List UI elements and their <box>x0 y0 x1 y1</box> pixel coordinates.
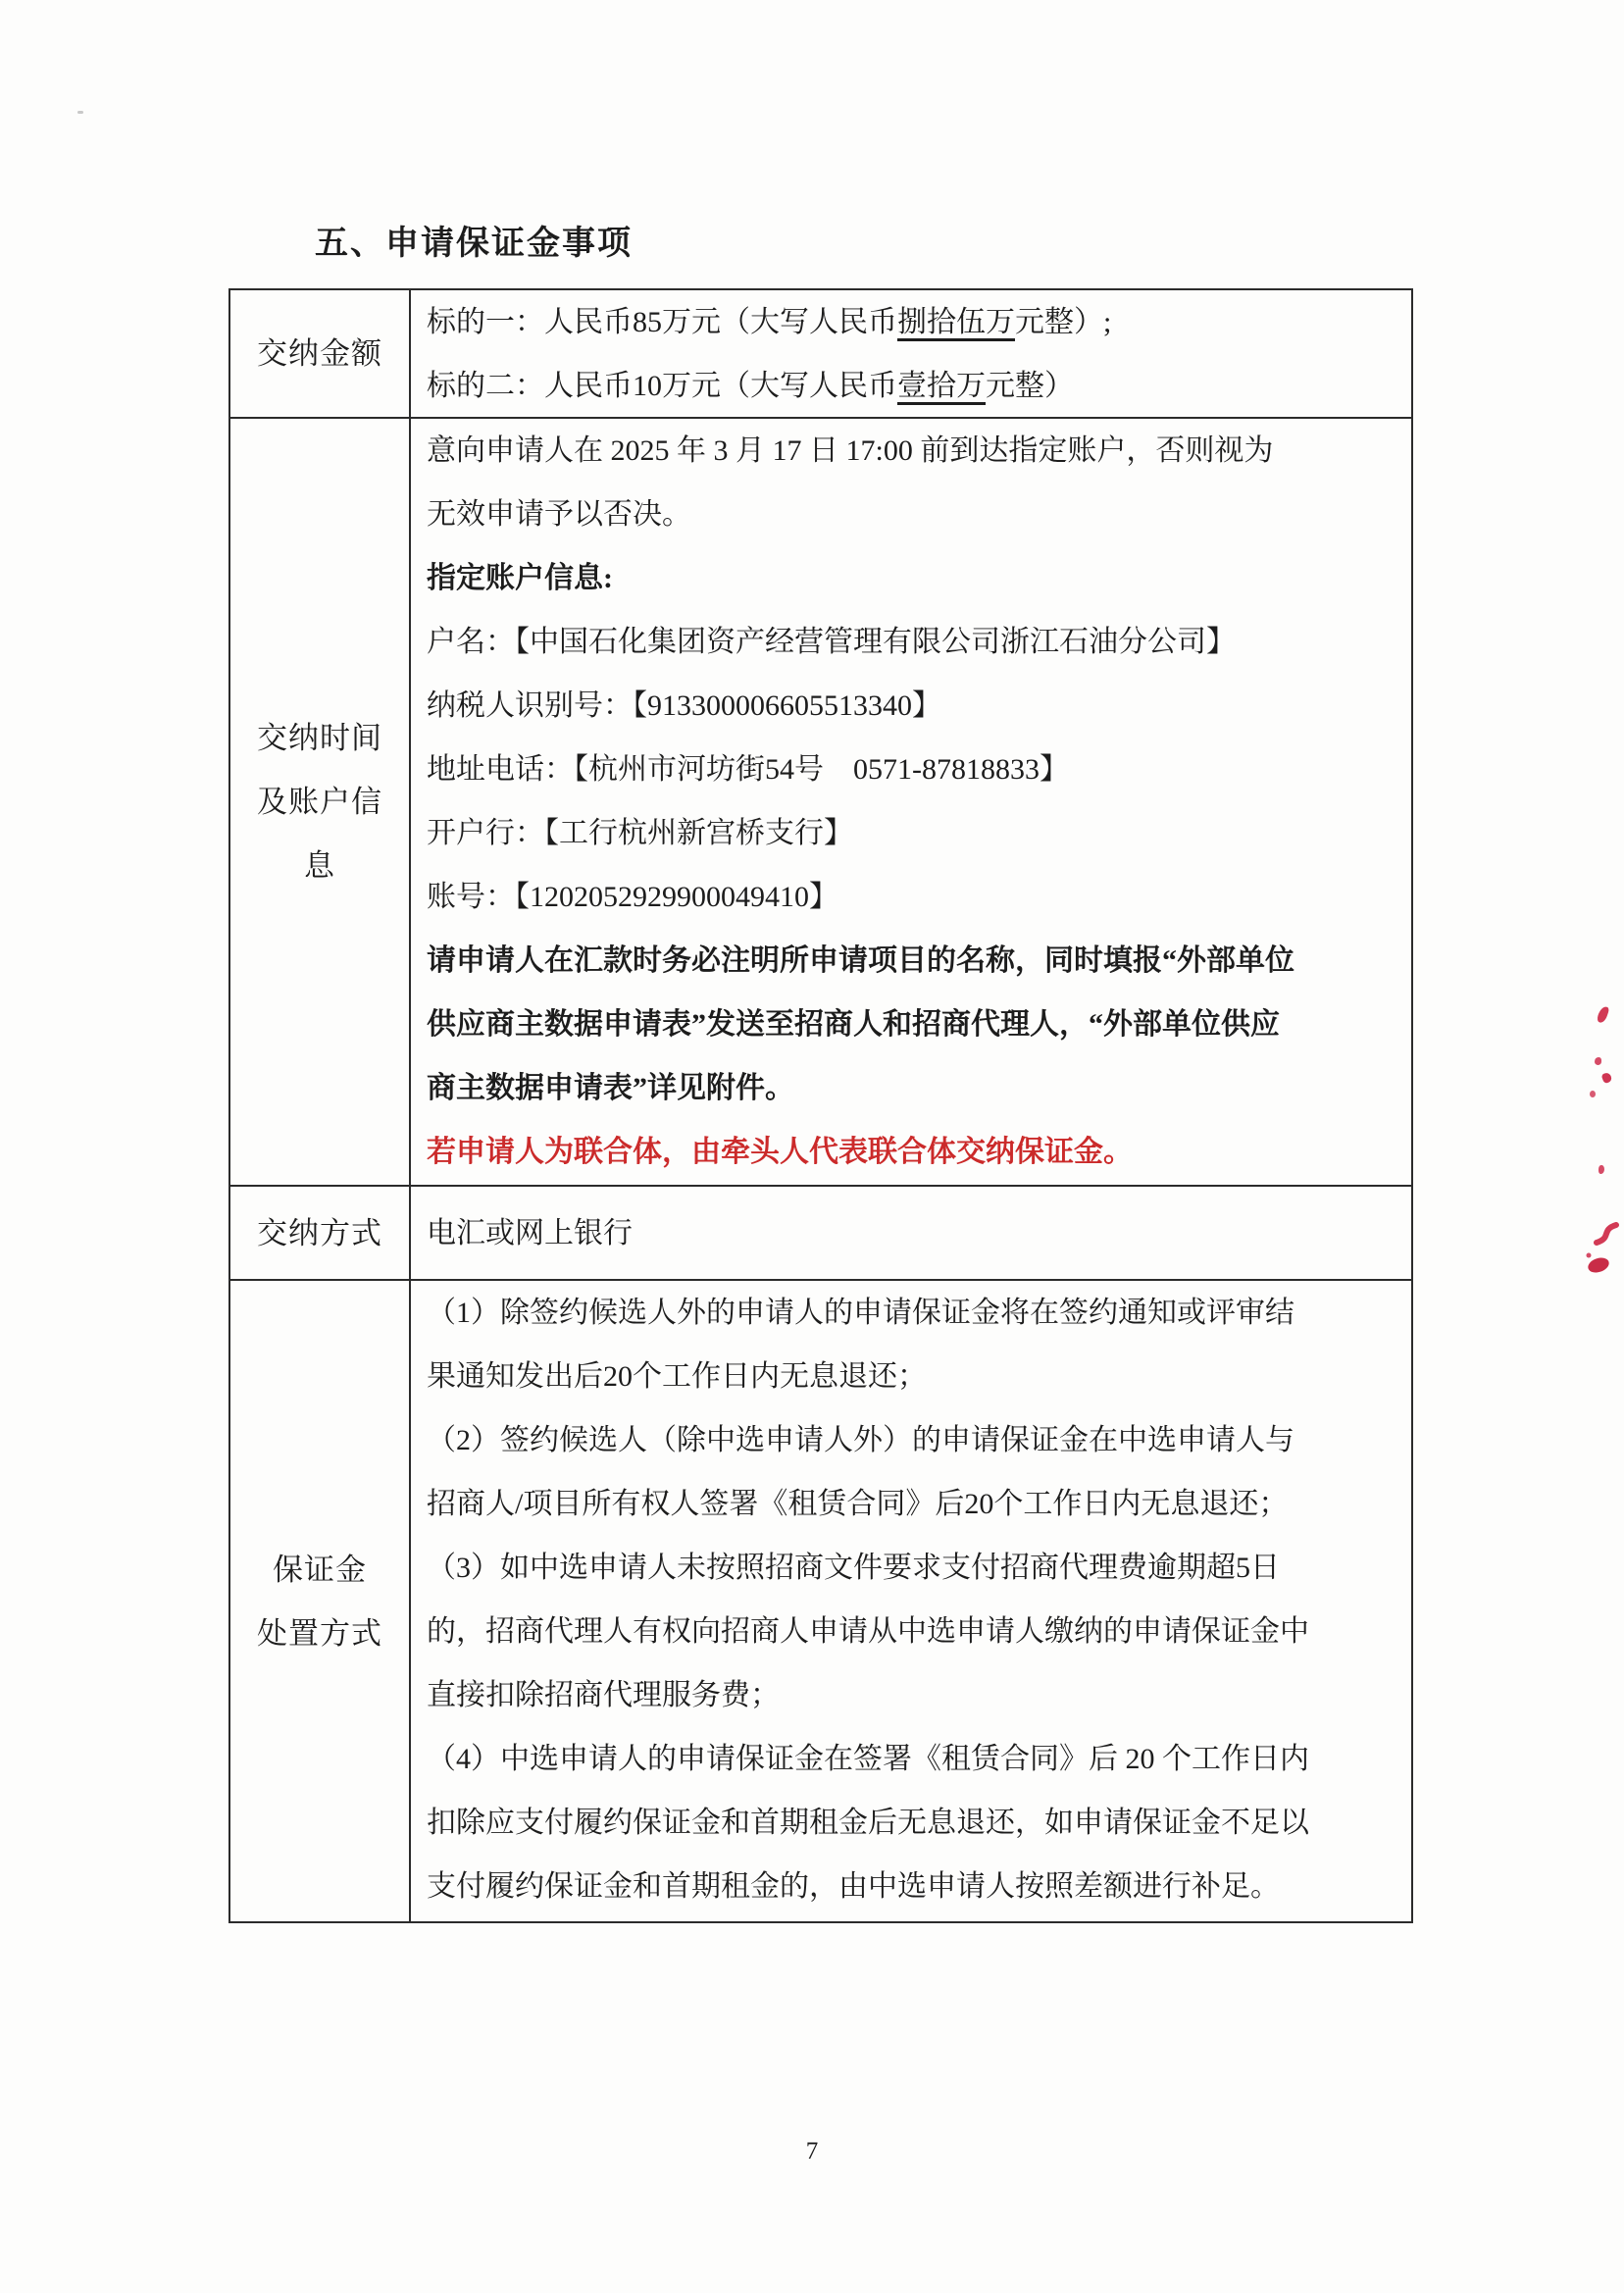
disposal-clause-line-1: （1）除签约候选人外的申请人的申请保证金将在签约通知或评审结 <box>427 1297 1294 1329</box>
row-header-label: 交纳方式 <box>257 1215 382 1250</box>
section-title: 五、申请保证金事项 <box>315 226 633 262</box>
deadline-line-1: 意向申请人在 2025 年 3 月 17 日 17:00 前到达指定账户，否则视为 <box>427 434 1274 467</box>
time-account-cell <box>411 419 1411 1185</box>
row-header-label-line: 交纳时间 <box>257 721 382 755</box>
table-row-disposal <box>230 1279 1411 1921</box>
method-cell <box>411 1187 1411 1279</box>
row-header-disposal <box>230 1281 411 1921</box>
amount-line-1: 标的一：人民币85万元（大写人民币捌拾伍万元整）; <box>427 306 1112 338</box>
red-seal-fragment <box>1597 1005 1610 1024</box>
disposal-cell <box>411 1281 1411 1921</box>
page-number: 7 <box>805 2138 819 2165</box>
red-seal-curve <box>1583 1222 1624 1277</box>
amount-words-underlined: 壹拾万 <box>897 370 986 402</box>
address-phone-line: 地址电话：【杭州市河坊街54号 0571-87818833】 <box>427 753 1069 786</box>
table-row-amount <box>230 290 1411 417</box>
disposal-clause-line-7: 直接扣除招商代理服务费； <box>427 1679 780 1711</box>
disposal-clause-line-8: （4）中选申请人的申请保证金在签署《租赁合同》后 20 个工作日内 <box>427 1743 1309 1775</box>
red-seal-fragment <box>1599 1165 1604 1174</box>
deadline-line-2: 无效申请予以否决。 <box>427 498 691 531</box>
row-header-label-line: 及账户信 <box>257 785 382 819</box>
red-seal-fragment <box>1595 1057 1601 1065</box>
row-header-label-line: 保证金 <box>273 1552 367 1587</box>
red-seal-fragment <box>1590 1091 1596 1097</box>
table-row-method <box>230 1185 1411 1279</box>
account-name-line: 户名：【中国石化集团资产经营管理有限公司浙江石油分公司】 <box>427 626 1236 658</box>
payment-method-line: 电汇或网上银行 <box>427 1216 633 1249</box>
remittance-note-line-3: 商主数据申请表”详见附件。 <box>427 1072 794 1104</box>
row-header-label-line: 息 <box>304 848 335 883</box>
disposal-clause-line-3: （2）签约候选人（除中选申请人外）的申请保证金在中选申请人与 <box>427 1424 1294 1456</box>
disposal-clause-line-9: 扣除应支付履约保证金和首期租金后无息退还，如申请保证金不足以 <box>427 1807 1309 1839</box>
row-header-time-account <box>230 419 411 1185</box>
table-row-time-account <box>230 417 1411 1185</box>
disposal-clause-line-4: 招商人/项目所有权人签署《租赁合同》后20个工作日内无息退还； <box>427 1488 1289 1520</box>
remittance-note-line-2: 供应商主数据申请表”发送至招商人和招商代理人，“外部单位供应 <box>427 1008 1280 1041</box>
row-header-amount <box>230 290 411 417</box>
remittance-note-line-1: 请申请人在汇款时务必注明所申请项目的名称，同时填报“外部单位 <box>427 944 1294 977</box>
account-info-heading: 指定账户信息: <box>427 562 613 594</box>
red-seal-fragment <box>1583 1222 1624 1277</box>
disposal-clause-line-6: 的，招商代理人有权向招商人申请从中选申请人缴纳的申请保证金中 <box>427 1615 1309 1648</box>
disposal-clause-line-5: （3）如中选申请人未按照招商文件要求支付招商代理费逾期超5日 <box>427 1552 1280 1584</box>
consortium-note-line: 若申请人为联合体，由牵头人代表联合体交纳保证金。 <box>427 1136 1133 1168</box>
red-seal-fragment <box>1601 1072 1613 1084</box>
amount-cell <box>411 290 1411 417</box>
row-header-method <box>230 1187 411 1279</box>
bank-branch-line: 开户行：【工行杭州新宫桥支行】 <box>427 817 853 849</box>
disposal-clause-line-2: 果通知发出后20个工作日内无息退还； <box>427 1360 927 1393</box>
account-number-line: 账号：【1202052929900049410】 <box>427 881 838 913</box>
amount-line-2: 标的二：人民币10万元（大写人民币壹拾万元整） <box>427 370 1074 402</box>
row-header-label-line: 处置方式 <box>257 1615 382 1651</box>
row-header-label: 交纳金额 <box>257 336 382 371</box>
amount-words-underlined: 捌拾伍万 <box>897 306 1015 338</box>
deposit-info-table <box>228 288 1413 1923</box>
scan-artifact <box>77 111 83 114</box>
disposal-clause-line-10: 支付履约保证金和首期租金的，由中选申请人按照差额进行补足。 <box>427 1870 1280 1903</box>
tax-id-line: 纳税人识别号：【913300006605513340】 <box>427 689 941 722</box>
